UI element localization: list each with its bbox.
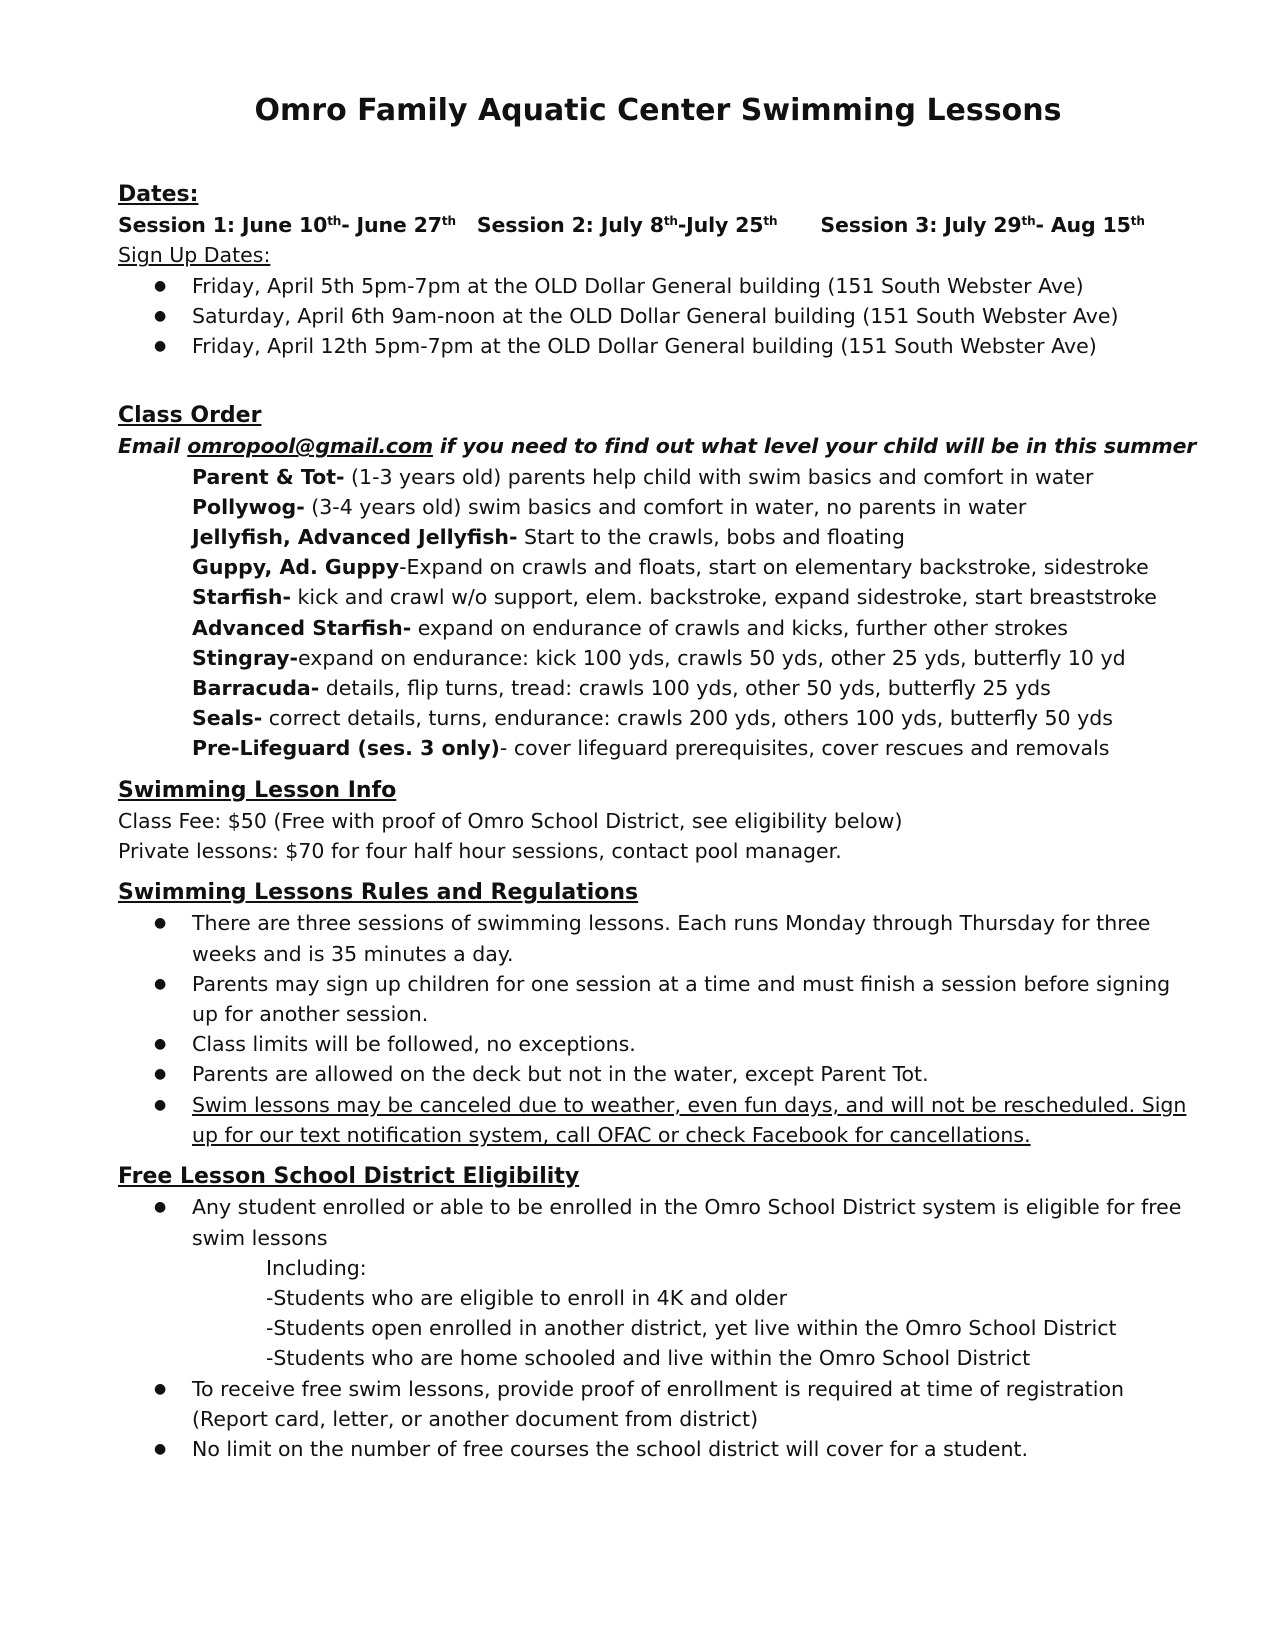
class-level-desc: (3-4 years old) swim basics and comfort in water, no parents in water: [304, 494, 1027, 519]
rule-item: ● There are three sessions of swimming lessons. Each runs Monday through Thursday for three weeks and is 35 minutes a day.: [118, 908, 1198, 968]
class-level-desc: Start to the crawls, bobs and floating: [517, 525, 905, 550]
document-page: [118, 90, 1198, 1464]
class-level-desc: -Expand on crawls and floats, start on elementary backstroke, sidestroke: [399, 555, 1149, 580]
eligibility-list: [118, 1192, 1198, 1464]
session-1-end: - June 27: [341, 213, 442, 238]
email-prefix: Email: [118, 434, 188, 459]
session-3-start-suffix: th: [1021, 214, 1036, 229]
eligibility-item-text: ● Any student enrolled or able to be enrolled in the Omro School District system is eligible for free swim lessons: [192, 1195, 1182, 1250]
class-level-item: [192, 462, 1198, 492]
including-item: -Students who are home schooled and live within the Omro School District: [266, 1346, 1031, 1371]
private-lessons-text: Private lessons: $70 for four half hour sessions, contact pool manager.: [118, 839, 842, 864]
class-level-item: [192, 522, 1198, 552]
class-level-name: Pollywog-: [192, 494, 305, 519]
class-level-desc: (1-3 years old) parents help child with swim basics and comfort in water: [344, 464, 1094, 489]
class-level-name: Starfish-: [192, 585, 292, 610]
signup-dates-list: [118, 271, 1198, 362]
rules-heading: Swimming Lessons Rules and Regulations: [118, 880, 639, 906]
signup-date-item: ● Saturday, April 6th 9am-noon at the OLD Dollar General building (151 South Webster Ave): [118, 301, 1198, 331]
session-3-end-suffix: th: [1130, 214, 1145, 229]
class-level-name: Pre-Lifeguard (ses. 3 only): [192, 736, 500, 761]
class-level-desc: details, flip turns, tread: crawls 100 yds, other 50 yds, butterfly 25 yds: [319, 676, 1051, 701]
rules-list: [118, 908, 1198, 1150]
email-line: [118, 431, 1198, 461]
signup-date-item: ● Friday, April 5th 5pm-7pm at the OLD Dollar General building (151 South Webster Ave): [118, 271, 1198, 301]
class-level-name: Guppy, Ad. Guppy: [192, 555, 400, 580]
class-level-desc: - cover lifeguard prerequisites, cover rescues and removals: [499, 736, 1110, 761]
session-3-end: - Aug 15: [1035, 213, 1131, 238]
class-level-item: [192, 492, 1198, 522]
class-level-desc: correct details, turns, endurance: crawls 200 yds, others 100 yds, butterfly 50 yds: [262, 706, 1113, 731]
class-level-item: [192, 613, 1198, 643]
eligibility-item: [118, 1192, 1198, 1373]
eligibility-heading: Free Lesson School District Eligibility: [118, 1164, 580, 1190]
session-1-end-suffix: th: [441, 214, 456, 229]
class-level-item: [192, 673, 1198, 703]
lesson-info-heading: Swimming Lesson Info: [118, 777, 397, 803]
session-dates-line: [118, 210, 1198, 240]
class-level-desc: expand on endurance: kick 100 yds, crawls 50 yds, other 25 yds, butterfly 10 yd: [298, 645, 1126, 670]
session-3-start: Session 3: July 29: [820, 213, 1022, 238]
session-1: [118, 210, 456, 240]
class-levels-list: [118, 462, 1198, 764]
class-level-item: [192, 703, 1198, 733]
session-1-start: Session 1: June 10: [118, 213, 328, 238]
signup-dates-label: Sign Up Dates:: [118, 243, 271, 268]
including-item: -Students open enrolled in another district, yet live within the Omro School District: [266, 1316, 1117, 1341]
class-level-name: Seals-: [192, 706, 263, 731]
class-level-item: [192, 582, 1198, 612]
class-level-name: Barracuda-: [192, 676, 320, 701]
class-level-item: [192, 552, 1198, 582]
class-fee-text: Class Fee: $50 (Free with proof of Omro School District, see eligibility below): [118, 808, 903, 833]
class-level-desc: expand on endurance of crawls and kicks, further other strokes: [411, 615, 1068, 640]
rule-item: ● Parents are allowed on the deck but not in the water, except Parent Tot.: [118, 1059, 1198, 1089]
dates-heading: Dates:: [118, 182, 199, 207]
signup-date-item: ● Friday, April 12th 5pm-7pm at the OLD Dollar General building (151 South Webster Ave): [118, 331, 1198, 361]
session-2: [477, 210, 778, 240]
session-2-start: Session 2: July 8: [476, 213, 664, 238]
including-item: -Students who are eligible to enroll in 4K and older: [266, 1285, 788, 1310]
session-3: [820, 210, 1144, 240]
eligibility-item: ● No limit on the number of free courses the school district will cover for a student.: [118, 1434, 1198, 1464]
session-1-start-suffix: th: [327, 214, 342, 229]
rule-item: ● Parents may sign up children for one session at a time and must finish a session before signing up for another session.: [118, 969, 1198, 1029]
session-2-end: -July 25: [677, 213, 764, 238]
rule-item: ● Class limits will be followed, no exceptions.: [118, 1029, 1198, 1059]
class-level-name: Jellyfish, Advanced Jellyfish-: [192, 525, 518, 550]
session-2-start-suffix: th: [663, 214, 678, 229]
class-level-name: Advanced Starfish-: [192, 615, 412, 640]
session-2-end-suffix: th: [763, 214, 778, 229]
page-title: Omro Family Aquatic Center Swimming Lessons: [254, 93, 1062, 128]
class-order-heading: Class Order: [118, 403, 262, 429]
class-level-name: Stingray-: [192, 645, 299, 670]
including-label: Including:: [266, 1255, 367, 1280]
rule-item-cancellation: ● Swim lessons may be canceled due to weather, even fun days, and will not be rescheduled. Sign up for our text notification system, call OFAC or check Facebook for cancellations.: [118, 1090, 1198, 1150]
class-level-item: [192, 733, 1198, 763]
class-level-item: [192, 643, 1198, 673]
email-suffix: if you need to find out what level your child will be in this summer: [432, 434, 1197, 459]
eligibility-item: ● To receive free swim lessons, provide proof of enrollment is required at time of registration (Report card, letter, or another document from district): [118, 1374, 1198, 1434]
class-level-desc: kick and crawl w/o support, elem. backstroke, expand sidestroke, start breaststroke: [291, 585, 1157, 610]
email-link[interactable]: omropool@gmail.com: [187, 434, 433, 459]
class-level-name: Parent & Tot-: [192, 464, 345, 489]
